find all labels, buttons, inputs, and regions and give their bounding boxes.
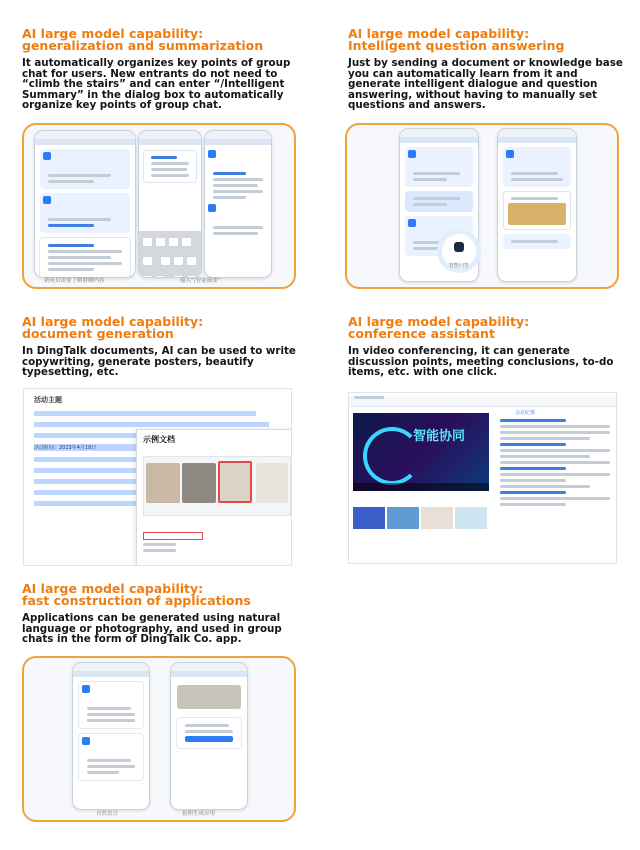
meeting-summary-panel	[495, 407, 615, 557]
section-description: In DingTalk documents, AI can be used to write copywriting, generate posters, beautify typesetting, etc.	[22, 345, 296, 378]
section-app-construction	[22, 583, 302, 645]
input-summary-phone	[138, 130, 202, 278]
food-image	[508, 203, 566, 225]
natural-language-phone	[72, 662, 150, 810]
avatar	[43, 196, 51, 204]
caption-right: 输入“/智能摘要”	[180, 278, 221, 284]
video-player[interactable]	[353, 413, 489, 491]
caption-left: 新成员需要了解群聊内容	[44, 278, 105, 284]
photo-generate-phone	[170, 662, 248, 810]
bot-button-label: 智能问答	[448, 263, 469, 269]
section-title: AI large model capability: generalization and summarization	[22, 26, 264, 53]
panel-title: 示例文档	[143, 435, 175, 444]
cat-image-2[interactable]	[182, 463, 216, 503]
caption-left: 自然语言	[96, 811, 119, 817]
section-document-generation	[22, 316, 302, 378]
section-description: In video conferencing, it can generate discussion points, meeting conclusions, to-do items, etc. with one click.	[348, 345, 614, 378]
poster-generation-panel	[136, 429, 292, 566]
document-screenshot	[23, 388, 292, 566]
group-chat-phone	[34, 130, 136, 278]
video-thumbnails	[353, 507, 489, 533]
qa-screens-frame	[345, 123, 619, 289]
cat-image-1[interactable]	[146, 463, 180, 503]
qa-bot-button[interactable]	[437, 229, 481, 273]
section-title: AI large model capability: document generation	[22, 314, 204, 341]
video-banner-text: 智能协同	[413, 429, 466, 444]
section-title: AI large model capability: conference assistant	[348, 314, 530, 341]
doc-date-line: 活动时间：2023年4月18日	[34, 444, 182, 451]
section-title: AI large model capability: fast construction of applications	[22, 581, 251, 608]
conference-screenshot	[348, 392, 617, 564]
avatar	[43, 152, 51, 160]
tab-meeting-summary[interactable]: 会议纪要	[515, 410, 536, 416]
section-summarization	[22, 28, 302, 111]
section-title: AI large model capability: Intelligent question answering	[348, 26, 565, 53]
bot-icon	[454, 242, 464, 252]
section-description: Applications can be generated using natural language or photography, and used in group chats in the form of DingTalk Co. app.	[22, 612, 282, 645]
caption-right: 拍照生成应用	[182, 811, 216, 817]
qa-answer-phone	[497, 128, 577, 282]
doc-heading: 活动主题	[34, 396, 62, 404]
section-question-answering	[348, 28, 628, 111]
summary-screens-frame	[22, 123, 296, 289]
cat-image-4[interactable]	[256, 463, 288, 503]
section-description: Just by sending a document or knowledge base you can automatically learn from it and generate intelligent dialogue and question answering, without having to manually set questions and answers.	[348, 57, 623, 111]
section-conference-assistant	[348, 316, 628, 378]
summary-result-phone	[204, 130, 272, 278]
generate-button[interactable]	[185, 736, 233, 742]
section-description: It automatically organizes key points of group chat for users. New entrants do not need to “climb the stairs” and can enter “/Intelligent Summary” in the dialog box to automatically organize key points of group chat.	[22, 57, 291, 111]
keyboard	[139, 231, 201, 277]
cat-image-3-selected[interactable]	[218, 461, 252, 503]
photo-preview	[177, 685, 241, 709]
app-screens-frame	[22, 656, 296, 822]
menu-options	[143, 530, 203, 555]
